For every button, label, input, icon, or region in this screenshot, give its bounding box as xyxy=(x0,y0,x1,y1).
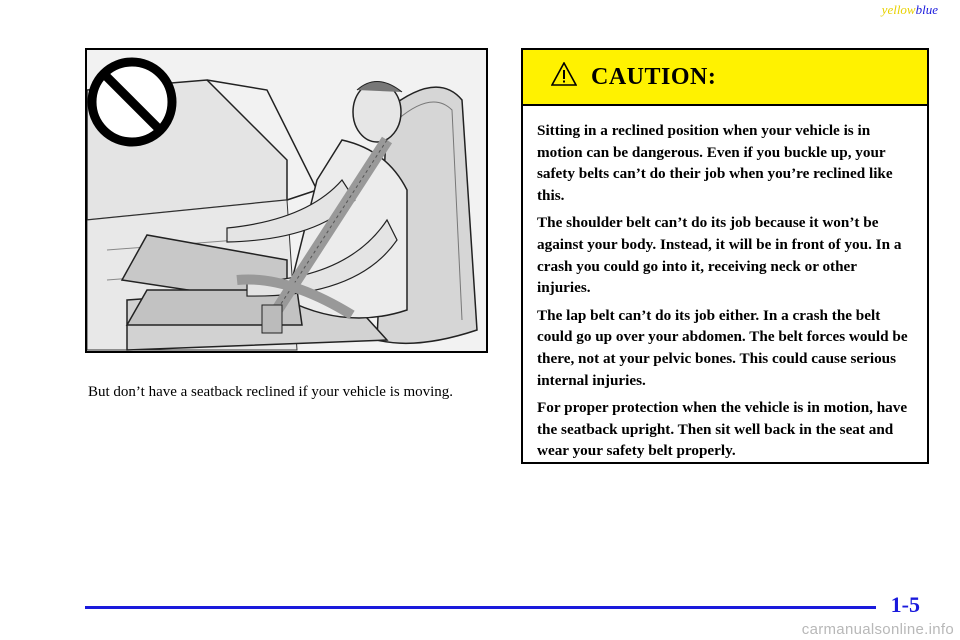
page-number: 1-5 xyxy=(890,592,920,617)
caution-paragraph: For proper protection when the vehicle is in motion, have the seatback upright. Then sit well back in the seat and wear your safety belt properly. xyxy=(537,399,908,460)
warning-triangle-icon xyxy=(551,62,577,86)
caution-box xyxy=(521,48,929,464)
reclined-seat-illustration xyxy=(85,48,488,353)
caution-title: CAUTION: xyxy=(591,63,717,90)
prohibited-icon xyxy=(92,62,172,142)
color-tag-yellow: yellow xyxy=(881,2,916,17)
body-text: But don’t have a seatback reclined if your vehicle is moving. xyxy=(88,384,454,400)
color-tag-blue: blue xyxy=(915,2,938,17)
caution-header xyxy=(523,50,927,106)
color-tag xyxy=(882,2,938,18)
watermark: carmanualsonline.info xyxy=(801,621,954,638)
caution-paragraph: The shoulder belt can’t do its job because it won’t be against your body. Instead, it will be in front of you. In a crash you could go into it, receiving neck or other injuries. xyxy=(537,214,902,297)
caution-paragraph: The lap belt can’t do its job either. In a crash the belt could go up over your abdomen. The belt forces would be there, not at your pelvic bones. This could cause serious internal injuries. xyxy=(537,306,908,389)
illustration-drawing xyxy=(87,50,486,351)
caution-body xyxy=(523,106,927,462)
caution-paragraph: Sitting in a reclined position when your vehicle is in motion can be dangerous. Even if you buckle up, your safety belts can’t do their job when you’re reclined like this. xyxy=(537,122,893,204)
footer-rule xyxy=(85,606,876,609)
